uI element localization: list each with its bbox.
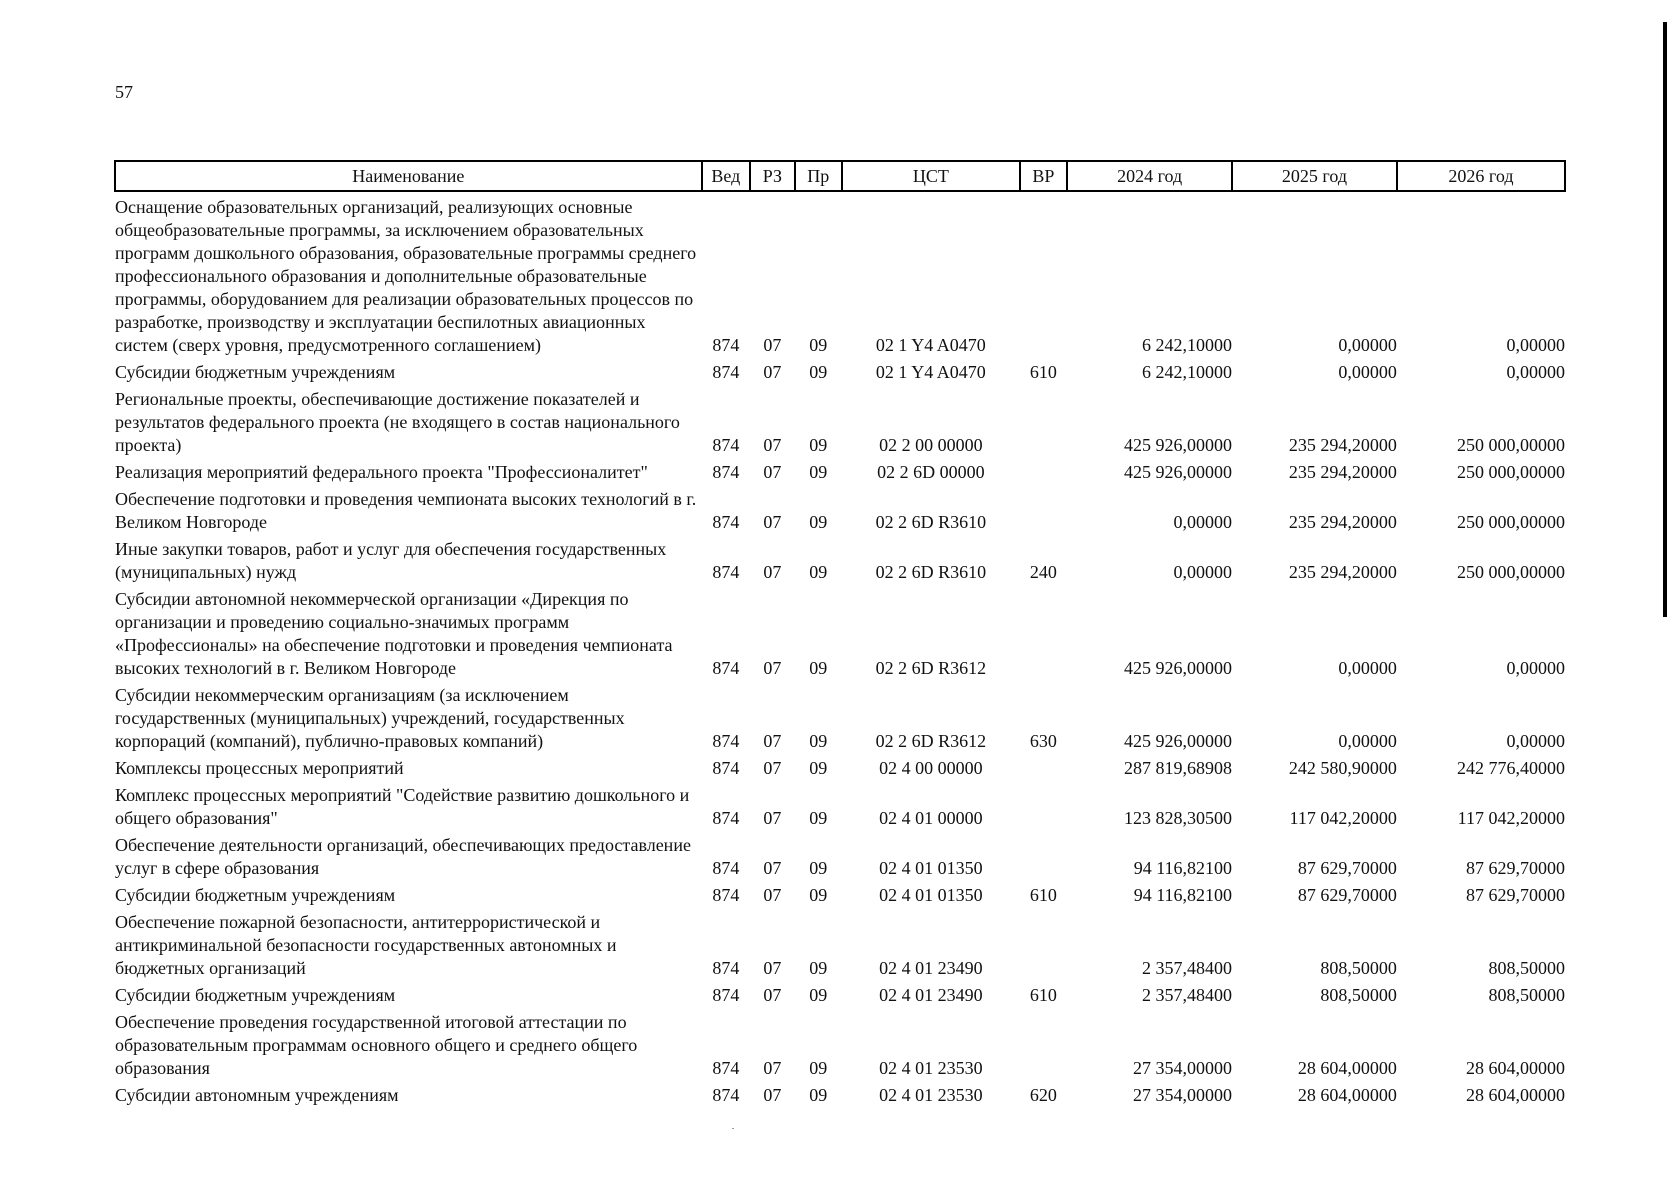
- cell-2026: 87 629,70000: [1466, 858, 1565, 878]
- cell-name: Субсидии бюджетным учреждениям: [115, 985, 396, 1005]
- cell-cst: 02 4 01 23490: [879, 985, 983, 1005]
- table-row: [115, 780, 1565, 830]
- cell-ved: 874: [712, 958, 740, 978]
- cell-pr: 09: [809, 658, 828, 678]
- cell-cst: 02 4 01 23530: [879, 1058, 983, 1078]
- cell-name: Обеспечение деятельности организаций, обеспечивающих предоставление услуг в сфере образования: [115, 835, 691, 878]
- table-row: [115, 1007, 1565, 1080]
- cell-rz: 07: [763, 435, 782, 455]
- table-header-row: [115, 161, 1565, 191]
- cell-pr: 09: [809, 335, 828, 355]
- cell-2025: 235 294,20000: [1288, 435, 1397, 455]
- cell-name: Обеспечение проведения государственной итоговой аттестации по образовательным программам основного общего и среднего общего образования: [115, 1012, 638, 1078]
- cell-2026: 250 000,00000: [1457, 512, 1565, 532]
- table-row: [115, 830, 1565, 880]
- header-2026: 2026 год: [1397, 161, 1565, 191]
- cell-2024: 6 242,10000: [1142, 335, 1233, 355]
- cell-vr: [1020, 780, 1068, 830]
- cell-cst: 02 2 6D R3612: [875, 731, 987, 751]
- cell-rz: 07: [763, 512, 782, 532]
- cell-cst: 02 2 6D R3610: [875, 512, 987, 532]
- cell-rz: 07: [763, 362, 782, 382]
- header-2025: 2025 год: [1232, 161, 1397, 191]
- table-row: [115, 907, 1565, 980]
- cell-pr: 09: [809, 362, 828, 382]
- cell-cst: 02 2 6D R3610: [875, 562, 987, 582]
- cell-rz: 07: [763, 758, 782, 778]
- cell-pr: 09: [809, 731, 828, 751]
- table-row: [115, 384, 1565, 457]
- cell-vr: [1020, 1007, 1068, 1080]
- cell-pr: 09: [809, 885, 828, 905]
- cell-2025: 808,50000: [1320, 985, 1397, 1005]
- cell-rz: 07: [763, 1085, 782, 1105]
- cell-pr: 09: [809, 462, 828, 482]
- cell-pr: 09: [809, 1058, 828, 1078]
- cell-2024: 2 357,48400: [1142, 985, 1233, 1005]
- cell-name: Субсидии бюджетным учреждениям: [115, 362, 396, 382]
- cell-2025: 242 580,90000: [1288, 758, 1397, 778]
- cell-ved: 874: [712, 1058, 740, 1078]
- table-row: [115, 457, 1565, 484]
- header-ved: Вед: [702, 161, 751, 191]
- cell-2024: 425 926,00000: [1124, 731, 1233, 751]
- cell-ved: 874: [712, 808, 740, 828]
- cell-2026: 250 000,00000: [1457, 462, 1565, 482]
- cell-2024: 94 116,82100: [1133, 858, 1233, 878]
- cell-ved: 874: [712, 731, 740, 751]
- cell-name: Иные закупки товаров, работ и услуг для обеспечения государственных (муниципальных) нужд: [115, 539, 667, 582]
- cell-cst: 02 4 00 00000: [879, 758, 983, 778]
- cell-2026: 0,00000: [1506, 335, 1565, 355]
- cell-2025: 235 294,20000: [1288, 562, 1397, 582]
- cell-2025: 28 604,00000: [1297, 1085, 1397, 1105]
- cell-2025: 87 629,70000: [1297, 858, 1397, 878]
- table-row: [115, 191, 1565, 357]
- table-row: [115, 357, 1565, 384]
- cell-pr: 09: [809, 758, 828, 778]
- cell-rz: 07: [763, 958, 782, 978]
- cell-ved: 874: [712, 1085, 740, 1105]
- cell-ved: 874: [712, 462, 740, 482]
- cell-pr: 09: [809, 808, 828, 828]
- cell-ved: 874: [712, 562, 740, 582]
- cell-2024: 0,00000: [1173, 562, 1233, 582]
- cell-2026: 87 629,70000: [1466, 885, 1565, 905]
- cell-pr: 09: [809, 958, 828, 978]
- cell-rz: 07: [763, 562, 782, 582]
- cell-vr: [1020, 753, 1068, 780]
- header-cst: ЦСТ: [842, 161, 1020, 191]
- cell-cst: 02 1 Y4 A0470: [875, 335, 986, 355]
- cell-rz: 07: [763, 985, 782, 1005]
- cell-vr: 630: [1029, 731, 1057, 751]
- cell-ved: 874: [712, 435, 740, 455]
- cell-2026: 808,50000: [1488, 985, 1565, 1005]
- cell-rz: 07: [763, 462, 782, 482]
- cell-rz: 07: [763, 335, 782, 355]
- cell-vr: [1020, 384, 1068, 457]
- cell-vr: [1020, 484, 1068, 534]
- cell-vr: [1020, 584, 1068, 680]
- cell-2024: 94 116,82100: [1133, 885, 1233, 905]
- table-row: [115, 680, 1565, 753]
- cell-name: Оснащение образовательных организаций, реализующих основные общеобразовательные программы, за исключением образовательных программ дошкольного образования, образовательные программы среднего профессионального образования и дополнительные образовательные программы, оборудованием для реализации образовательных процессов по разработке, производству и эксплуатации беспилотных авиационных систем (сверх уровня, предусмотренного соглашением): [115, 197, 697, 355]
- table-row: [115, 534, 1565, 584]
- cell-name: Субсидии автономным учреждениям: [115, 1085, 399, 1105]
- cell-ved: 874: [712, 985, 740, 1005]
- budget-table: [114, 160, 1566, 1107]
- cell-2026: 0,00000: [1506, 658, 1565, 678]
- cell-2025: 117 042,20000: [1289, 808, 1397, 828]
- cell-2024: 2 357,48400: [1142, 958, 1233, 978]
- cell-vr: 620: [1029, 1085, 1057, 1105]
- cell-cst: 02 4 01 23530: [879, 1085, 983, 1105]
- cell-vr: 610: [1029, 985, 1057, 1005]
- cell-2024: 27 354,00000: [1133, 1085, 1233, 1105]
- cell-ved: 874: [712, 658, 740, 678]
- cell-2024: 287 819,68908: [1124, 758, 1233, 778]
- cell-ved: 874: [712, 335, 740, 355]
- cell-rz: 07: [763, 658, 782, 678]
- cell-2025: 235 294,20000: [1288, 512, 1397, 532]
- cell-name: Субсидии автономной некоммерческой организации «Дирекция по организации и проведению социально-значимых программ «Профессионалы» на обеспечение подготовки и проведения чемпионата высоких технологий в г. Великом Новгороде: [115, 589, 673, 678]
- cell-ved: 874: [712, 362, 740, 382]
- cell-cst: 02 1 Y4 A0470: [875, 362, 986, 382]
- cell-vr: [1020, 457, 1068, 484]
- cell-cst: 02 4 01 01350: [879, 885, 983, 905]
- cell-name: Комплекс процессных мероприятий "Содействие развитию дошкольного и общего образования": [115, 785, 690, 828]
- table-row: [115, 484, 1565, 534]
- cell-pr: 09: [809, 858, 828, 878]
- cell-cst: 02 2 6D R3612: [875, 658, 987, 678]
- page-number: 57: [115, 82, 133, 102]
- cell-name: Субсидии бюджетным учреждениям: [115, 885, 396, 905]
- cell-cst: 02 2 00 00000: [879, 435, 983, 455]
- table-row: [115, 584, 1565, 680]
- cell-2024: 123 828,30500: [1124, 808, 1233, 828]
- cell-rz: 07: [763, 885, 782, 905]
- header-2024: 2024 год: [1067, 161, 1232, 191]
- cell-2026: 250 000,00000: [1457, 562, 1565, 582]
- cell-2025: 235 294,20000: [1288, 462, 1397, 482]
- header-rz: РЗ: [750, 161, 794, 191]
- cell-2024: 0,00000: [1173, 512, 1233, 532]
- cell-2025: 808,50000: [1320, 958, 1397, 978]
- cell-2026: 28 604,00000: [1466, 1085, 1565, 1105]
- cell-2024: 425 926,00000: [1124, 435, 1233, 455]
- cell-2025: 0,00000: [1338, 335, 1397, 355]
- cell-rz: 07: [763, 858, 782, 878]
- cell-rz: 07: [763, 808, 782, 828]
- cell-2026: 0,00000: [1506, 731, 1565, 751]
- cell-2024: 425 926,00000: [1124, 658, 1233, 678]
- cell-cst: 02 2 6D 00000: [877, 462, 985, 482]
- cell-2026: 250 000,00000: [1457, 435, 1565, 455]
- cell-vr: [1020, 830, 1068, 880]
- table-row: [115, 880, 1565, 907]
- cell-pr: 09: [809, 985, 828, 1005]
- cell-name: Региональные проекты, обеспечивающие достижение показателей и результатов федерального проекта (не входящего в состав национального проекта): [115, 389, 680, 455]
- cell-ved: 874: [712, 885, 740, 905]
- cell-2025: 0,00000: [1338, 362, 1397, 382]
- header-name: Наименование: [115, 161, 702, 191]
- cell-cst: 02 4 01 00000: [879, 808, 983, 828]
- cell-2024: 6 242,10000: [1142, 362, 1233, 382]
- cell-vr: 610: [1029, 885, 1057, 905]
- cell-vr: [1020, 907, 1068, 980]
- cell-2026: 28 604,00000: [1466, 1058, 1565, 1078]
- cell-2026: 808,50000: [1488, 958, 1565, 978]
- cell-name: Комплексы процессных мероприятий: [115, 758, 404, 778]
- cell-2026: 117 042,20000: [1457, 808, 1565, 828]
- header-vr: ВР: [1020, 161, 1068, 191]
- cell-pr: 09: [809, 562, 828, 582]
- cell-rz: 07: [763, 731, 782, 751]
- cell-2025: 28 604,00000: [1297, 1058, 1397, 1078]
- cell-vr: 610: [1029, 362, 1057, 382]
- cell-pr: 09: [809, 1085, 828, 1105]
- cell-2024: 27 354,00000: [1133, 1058, 1233, 1078]
- cell-ved: 874: [712, 858, 740, 878]
- table-row: [115, 980, 1565, 1007]
- table-body: [115, 191, 1565, 1107]
- cell-name: Реализация мероприятий федерального проекта "Профессионалитет": [115, 462, 648, 482]
- cell-ved: 874: [712, 758, 740, 778]
- cell-name: Обеспечение подготовки и проведения чемпионата высоких технологий в г. Великом Новгороде: [115, 489, 697, 532]
- cell-2024: 425 926,00000: [1124, 462, 1233, 482]
- scan-artifact: [732, 1128, 734, 1129]
- cell-rz: 07: [763, 1058, 782, 1078]
- cell-vr: [1020, 191, 1068, 357]
- cell-2026: 0,00000: [1506, 362, 1565, 382]
- cell-2025: 0,00000: [1338, 658, 1397, 678]
- table-row: [115, 1080, 1565, 1107]
- cell-2025: 87 629,70000: [1297, 885, 1397, 905]
- cell-2026: 242 776,40000: [1457, 758, 1565, 778]
- cell-cst: 02 4 01 01350: [879, 858, 983, 878]
- header-pr: Пр: [795, 161, 843, 191]
- cell-name: Субсидии некоммерческим организациям (за исключением государственных (муниципальных) учреждений, государственных корпораций (компаний), публично-правовых компаний): [115, 685, 625, 751]
- table-row: [115, 753, 1565, 780]
- cell-2025: 0,00000: [1338, 731, 1397, 751]
- cell-pr: 09: [809, 512, 828, 532]
- cell-ved: 874: [712, 512, 740, 532]
- cell-name: Обеспечение пожарной безопасности, антитеррористической и антикриминальной безопасности государственных автономных и бюджетных организаций: [115, 912, 617, 978]
- cell-vr: 240: [1029, 562, 1057, 582]
- scan-border-line: [1663, 22, 1667, 617]
- cell-cst: 02 4 01 23490: [879, 958, 983, 978]
- cell-pr: 09: [809, 435, 828, 455]
